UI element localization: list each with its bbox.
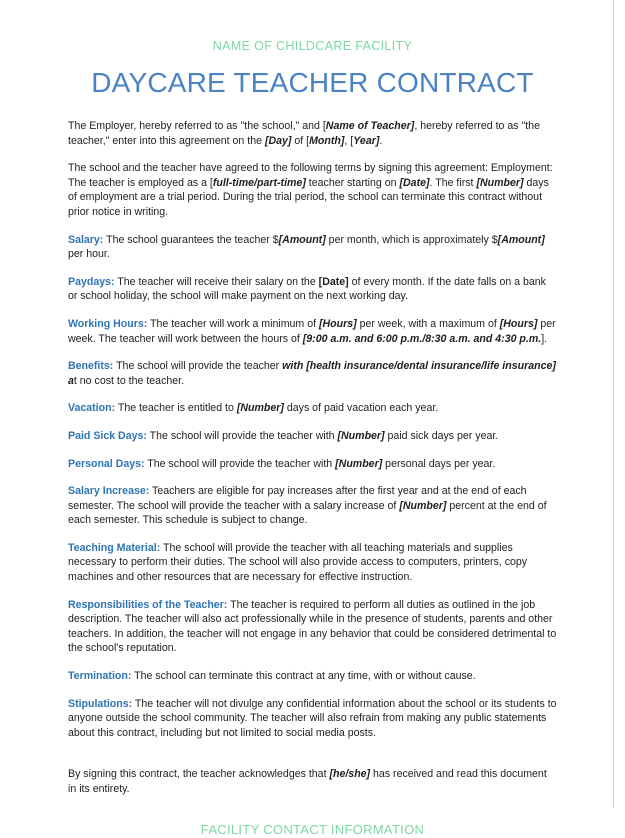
salary-increase-percent: [Number] bbox=[399, 499, 447, 512]
paydays-date: [Date] bbox=[318, 275, 349, 288]
personal-days-count: [Number] bbox=[335, 457, 383, 470]
paragraph-intro bbox=[68, 100, 557, 148]
section-vacation bbox=[68, 388, 557, 416]
paragraph-employment bbox=[68, 148, 557, 219]
salary-amount-monthly: [Amount] bbox=[278, 233, 326, 246]
section-label-personal-days: Personal Days: bbox=[68, 457, 145, 470]
working-hours-text-3: per week. The teacher will work between the hours of bbox=[68, 317, 556, 345]
salary-increase-text-2: percent at the end of each semester. This schedule is subject to change. bbox=[68, 499, 547, 527]
intro-text-4: , [ bbox=[344, 134, 354, 147]
section-label-working-hours: Working Hours: bbox=[68, 317, 148, 330]
paid-sick-days-text-2: paid sick days per year. bbox=[384, 429, 499, 442]
section-label-responsibilities: Responsibilities of the Teacher: bbox=[68, 598, 228, 611]
document-content bbox=[68, 0, 557, 838]
paydays-text-1: The teacher will receive their salary on the bbox=[114, 275, 319, 288]
paydays-text-2: of every month. If the date falls on a bank or school holiday, the school will make payment on the next working day. bbox=[68, 275, 546, 303]
teaching-material-text: The school will provide the teacher with all teaching materials and supplies necessary to perform their duties. The school will also provide access to computers, printers, copy machines and other resources that are necessary for effective instruction. bbox=[68, 541, 528, 584]
intro-text-5: . bbox=[379, 134, 383, 147]
section-label-vacation: Vacation: bbox=[68, 402, 116, 415]
salary-text-1: The school guarantees the teacher $ bbox=[103, 233, 279, 246]
working-hours-maximum: [Hours] bbox=[499, 317, 538, 330]
intro-month: Month] bbox=[309, 134, 345, 147]
vacation-text-1: The teacher is entitled to bbox=[115, 402, 237, 415]
termination-text: The school can terminate this contract at any time, with or without cause. bbox=[131, 670, 476, 683]
intro-year: Year] bbox=[353, 134, 380, 147]
working-hours-text-2: per week, with a maximum of bbox=[356, 317, 500, 330]
employment-start-date: [Date] bbox=[399, 176, 430, 189]
personal-days-text-1: The school will provide the teacher with bbox=[144, 457, 336, 470]
page-margin-gutter bbox=[614, 0, 625, 808]
intro-text-3: of [ bbox=[291, 134, 310, 147]
stipulations-text: The teacher will not divulge any confidential information about the school or its students to anyone outside the school community. The teacher will also refrain from making any public statements about this contract, including but not limited to social media posts. bbox=[68, 697, 557, 739]
section-teaching-material bbox=[68, 528, 557, 585]
section-working-hours bbox=[68, 304, 557, 346]
section-stipulations bbox=[68, 684, 557, 741]
section-responsibilities bbox=[68, 585, 557, 656]
section-label-termination: Termination: bbox=[68, 670, 132, 683]
intro-text-1: The Employer, hereby referred to as "the school," and [ bbox=[68, 120, 326, 132]
working-hours-text-1: The teacher will work a minimum of bbox=[147, 317, 319, 330]
vacation-days: [Number] bbox=[236, 402, 284, 415]
employment-trial-days: [Number] bbox=[476, 176, 524, 189]
closing-text-1: By signing this contract, the teacher acknowledges that bbox=[68, 768, 330, 781]
section-benefits bbox=[68, 346, 557, 388]
responsibilities-text: The teacher is required to perform all duties as outlined in the job description. The teacher will also act professionally while in the presence of students, parents and other teachers. In addition, the teacher will not engage in any behavior that could be considered detrimental to the school's reputation. bbox=[68, 598, 557, 655]
salary-text-3: per hour. bbox=[68, 248, 110, 261]
employment-type: full-time/part-time] bbox=[212, 176, 306, 189]
section-label-benefits: Benefits: bbox=[68, 360, 114, 373]
working-hours-text-4: ]. bbox=[541, 332, 548, 345]
employment-text-2: teacher starting on bbox=[305, 176, 400, 189]
working-hours-times: [9:00 a.m. and 6:00 p.m./8:30 a.m. and 4:30 p.m. bbox=[302, 332, 542, 345]
working-hours-minimum: [Hours] bbox=[318, 317, 357, 330]
employment-text-1: The school and the teacher have agreed to the following terms by signing this agreement: Employment: The teacher is employed as a [ bbox=[68, 162, 553, 189]
section-paid-sick-days bbox=[68, 416, 557, 444]
closing-pronoun: [he/she] bbox=[329, 768, 371, 781]
salary-increase-text-1: Teachers are eligible for pay increases after the first year and at the end of each semester. The school will provide the teacher with a salary increase of bbox=[68, 485, 527, 512]
section-label-salary-increase: Salary Increase: bbox=[68, 485, 150, 498]
section-salary bbox=[68, 220, 557, 262]
benefits-coverage: with [health insurance/dental insurance/life insurance] a bbox=[68, 360, 556, 387]
section-paydays bbox=[68, 262, 557, 304]
facility-contact-heading: FACILITY CONTACT INFORMATION bbox=[200, 821, 425, 837]
benefits-text-1: The school will provide the teacher bbox=[113, 360, 283, 373]
personal-days-text-2: personal days per year. bbox=[382, 457, 496, 470]
vacation-text-2: days of paid vacation each year. bbox=[283, 402, 439, 415]
salary-amount-hourly: [Amount] bbox=[497, 233, 545, 246]
page-title: DAYCARE TEACHER CONTRACT bbox=[91, 67, 534, 98]
section-label-salary: Salary: bbox=[68, 233, 104, 246]
facility-name-heading: NAME OF CHILDCARE FACILITY bbox=[212, 39, 413, 53]
employment-text-3: . The first bbox=[429, 176, 477, 189]
intro-text-2: , hereby referred to as "the teacher," enter into this agreement on the bbox=[68, 120, 540, 147]
intro-name-of-teacher: Name of Teacher] bbox=[325, 120, 415, 132]
closing-text-2: has received and read this document in its entirety. bbox=[68, 768, 547, 795]
section-label-stipulations: Stipulations: bbox=[68, 697, 133, 710]
page-edge-line bbox=[613, 0, 614, 808]
section-label-paydays: Paydays: bbox=[68, 275, 115, 288]
paragraph-closing bbox=[68, 740, 557, 796]
section-label-paid-sick-days: Paid Sick Days: bbox=[68, 429, 147, 442]
paid-sick-days-text-1: The school will provide the teacher with bbox=[146, 429, 338, 442]
intro-day: [Day] bbox=[264, 134, 292, 147]
salary-text-2: per month, which is approximately $ bbox=[325, 233, 498, 246]
section-termination bbox=[68, 656, 557, 684]
benefits-text-2: t no cost to the teacher. bbox=[73, 374, 185, 387]
section-salary-increase bbox=[68, 471, 557, 528]
employment-text-4: days of employment are a trial period. During the trial period, the school can terminate this contract without prior notice in writing. bbox=[68, 176, 549, 218]
section-personal-days bbox=[68, 444, 557, 472]
section-label-teaching-material: Teaching Material: bbox=[68, 541, 161, 554]
paid-sick-days-count: [Number] bbox=[337, 429, 385, 442]
